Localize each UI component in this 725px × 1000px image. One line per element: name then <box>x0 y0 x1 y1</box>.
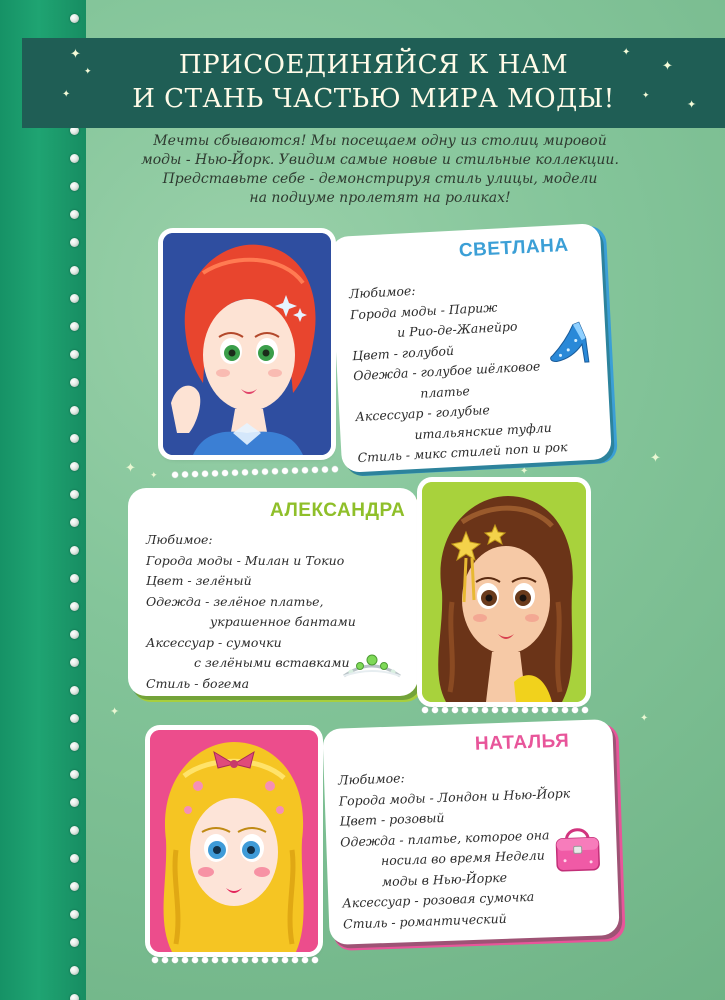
pearl-string <box>420 706 590 714</box>
spiral-ring <box>70 910 79 919</box>
title-line-2: И СТАНЬ ЧАСТЬЮ МИРА МОДЫ! <box>132 84 615 114</box>
detail-line: Аксессуар - голубые <box>355 402 491 425</box>
spiral-ring <box>70 154 79 163</box>
sparkle-icon: ✦ <box>687 98 697 111</box>
spiral-ring <box>70 14 79 23</box>
spiral-ring <box>70 770 79 779</box>
detail-line: Цвет - розовый <box>339 809 445 829</box>
detail-line: и Рио-де-Жанейро <box>396 318 518 340</box>
detail-line: Одежда - платье, которое она <box>339 826 550 850</box>
spiral-ring <box>70 966 79 975</box>
spiral-ring <box>70 462 79 471</box>
detail-line: Стиль - богема <box>146 675 250 691</box>
detail-line: Любимое: <box>348 282 416 302</box>
spiral-ring <box>70 294 79 303</box>
spiral-ring <box>70 182 79 191</box>
intro-line: Мечты сбываются! Мы посещаем одну из столиц мировой <box>153 133 607 149</box>
intro-line: на подиуме пролетят на роликах! <box>249 190 511 206</box>
detail-line: Города моды - Лондон и Нью-Йорк <box>338 785 571 809</box>
detail-line: носила во время Недели <box>380 847 545 869</box>
spiral-ring <box>70 602 79 611</box>
pearl-string <box>150 956 320 964</box>
detail-line: с зелёными вставками <box>194 655 350 670</box>
spiral-ring <box>70 518 79 527</box>
profile-card-aleksandra <box>128 488 418 696</box>
spiral-ring <box>70 266 79 275</box>
detail-line: Любимое: <box>146 532 213 547</box>
spiral-ring <box>70 658 79 667</box>
profile-details <box>146 530 356 694</box>
pink-handbag-icon <box>552 821 604 875</box>
profile-card-natalya <box>322 719 619 945</box>
intro-line: моды - Нью-Йорк. Увидим самые новые и стильные коллекции. <box>141 152 619 168</box>
detail-line: Цвет - зелёный <box>146 573 252 588</box>
spiral-ring <box>70 238 79 247</box>
spiral-ring <box>70 574 79 583</box>
spiral-ring <box>70 714 79 723</box>
spiral-ring <box>70 938 79 947</box>
detail-line: моды в Нью-Йорке <box>381 869 508 889</box>
portrait-svetlana <box>163 233 331 455</box>
detail-line: платье <box>419 382 471 401</box>
sparkle-icon: ✦ <box>622 47 631 58</box>
spiral-ring <box>70 322 79 331</box>
detail-line: Стиль - романтический <box>342 910 507 932</box>
spiral-ring <box>70 994 79 1000</box>
spiral-ring <box>70 882 79 891</box>
spiral-ring <box>70 406 79 415</box>
spiral-ring <box>70 686 79 695</box>
detail-line: Стиль - микс стилей поп и рок <box>357 439 568 466</box>
spiral-ring <box>70 742 79 751</box>
spiral-ring <box>70 378 79 387</box>
sparkle-icon: ✦ <box>662 59 673 74</box>
detail-line: Аксессуар - розовая сумочка <box>342 888 535 911</box>
portrait-natalya <box>150 730 318 952</box>
title-line-1: ПРИСОЕДИНЯЙСЯ К НАМ <box>178 50 569 80</box>
profile-name: НАТАЛЬЯ <box>474 730 570 755</box>
detail-line: Города моды - Милан и Токио <box>146 552 345 568</box>
spiral-ring <box>70 630 79 639</box>
intro-line: Представьте себе - демонстрируя стиль улицы, модели <box>162 171 598 187</box>
sparkle-icon: ✦ <box>520 466 529 477</box>
sparkle-icon: ✦ <box>640 713 649 724</box>
spiral-ring <box>70 350 79 359</box>
spiral-ring <box>70 798 79 807</box>
profile-details <box>338 763 575 935</box>
profile-name: СВЕТЛАНА <box>458 234 570 262</box>
tiara-icon <box>340 648 404 684</box>
profile-card-svetlana <box>330 223 612 473</box>
sparkle-icon: ✦ <box>650 451 661 466</box>
page-title <box>22 48 725 116</box>
spiral-ring <box>70 854 79 863</box>
sparkle-icon: ✦ <box>70 47 81 62</box>
sparkle-icon: ✦ <box>110 705 120 718</box>
sparkle-icon: ✦ <box>642 91 650 101</box>
notebook-spine <box>0 0 86 1000</box>
sparkle-icon: ✦ <box>84 67 92 77</box>
detail-line: Одежда - зелёное платье, <box>146 593 324 609</box>
profile-name: АЛЕКСАНДРА <box>270 500 406 521</box>
profile-details <box>348 273 568 468</box>
detail-line: Цвет - голубой <box>351 342 455 363</box>
spiral-ring <box>70 434 79 443</box>
intro-text <box>100 132 660 208</box>
spiral-ring <box>70 826 79 835</box>
portrait-aleksandra <box>422 482 586 702</box>
detail-line: Любимое: <box>337 770 405 788</box>
detail-line: Города моды - Париж <box>349 299 498 322</box>
pearl-string <box>170 465 340 479</box>
detail-line: итальянские туфли <box>414 419 553 442</box>
detail-line: украшенное бантами <box>210 614 356 629</box>
spiral-ring <box>70 210 79 219</box>
title-banner <box>22 38 725 128</box>
spiral-ring <box>70 490 79 499</box>
spiral-ring <box>70 546 79 555</box>
blue-shoe-icon <box>545 316 596 368</box>
sparkle-icon: ✦ <box>125 461 136 476</box>
detail-line: Одежда - голубое шёлковое <box>352 358 541 384</box>
detail-line: Аксессуар - сумочки <box>146 634 282 650</box>
sparkle-icon: ✦ <box>150 471 158 481</box>
sparkle-icon: ✦ <box>62 89 71 100</box>
